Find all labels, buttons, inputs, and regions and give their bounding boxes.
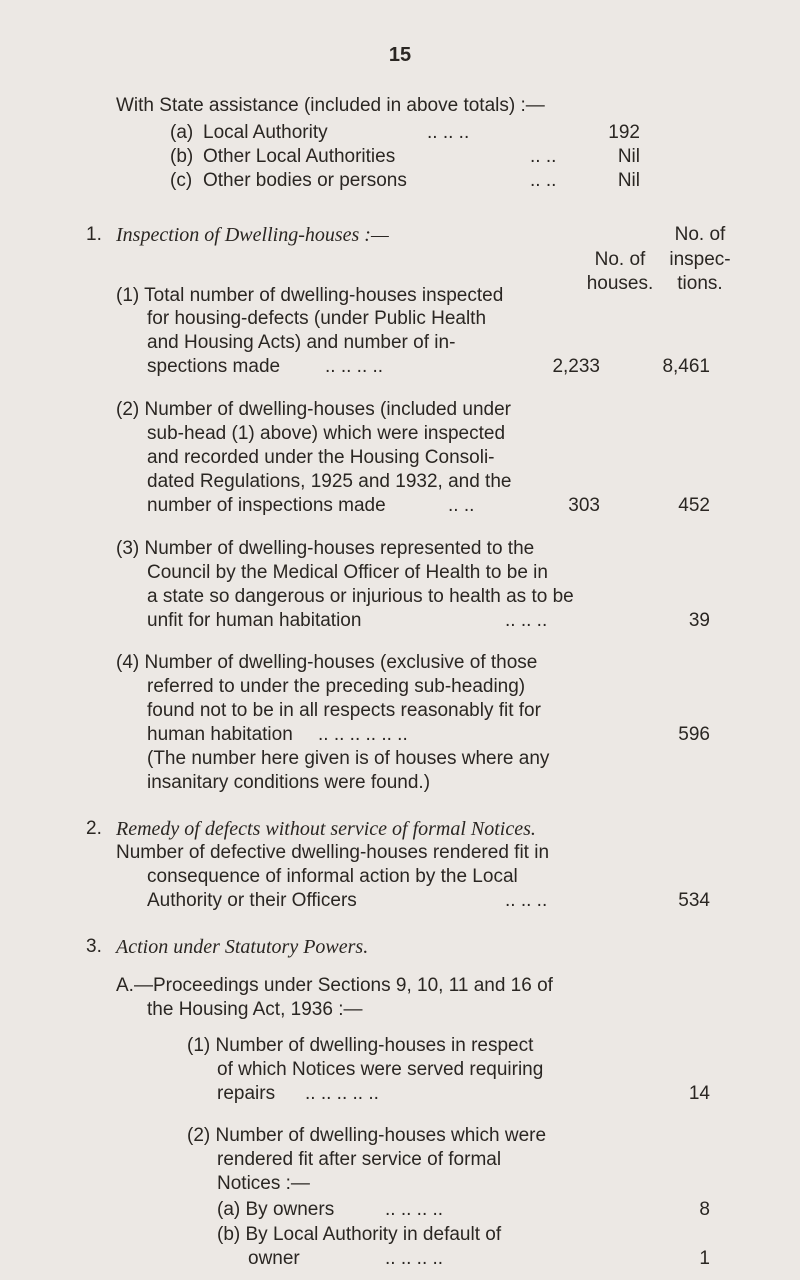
s3-i1-line3: repairs [217,1083,276,1104]
col-houses-line2: houses. [586,273,654,294]
state-row-c-text: Other bodies or persons [203,170,407,191]
s1-i2-dots: .. .. [448,495,475,516]
state-row-a-label: (a) [170,122,194,143]
s3-i2-line1: (2) Number of dwelling-houses which were [187,1125,547,1146]
s1-i2-houses: 303 [568,495,600,516]
state-row-c-dots: .. .. [530,170,557,191]
s1-i3-line4: unfit for human habitation [147,610,362,631]
state-row-c-value: Nil [617,170,640,191]
s1-i2-line1: (2) Number of dwelling-houses (included under [116,399,511,420]
s1-i2-line3: and recorded under the Housing Consoli- [147,447,495,468]
s3-i1-dots: .. .. .. .. .. [305,1083,379,1104]
s1-i4-dots: .. .. .. .. .. .. [318,724,408,745]
s1-i4-line6: insanitary conditions were found.) [147,772,431,793]
s1-i3-value: 39 [688,610,710,631]
state-row-a-value: 192 [608,122,640,143]
s1-i3-line3: a state so dangerous or injurious to health as to be [147,586,574,607]
s1-i1-houses: 2,233 [552,356,600,377]
section-2-title: Remedy of defects without service of formal Notices. [116,818,536,840]
s1-i3-line2: Council by the Medical Officer of Health to be in [147,562,548,583]
s3-ia-value: 8 [699,1199,710,1220]
section-1-title: Inspection of Dwelling-houses :— [116,224,389,246]
section-2-number: 2. [86,818,102,839]
col-insp-line2: inspec- [669,249,731,270]
page-number: 15 [388,44,412,66]
s1-i1-line2: for housing-defects (under Public Health [147,308,487,329]
state-row-c-label: (c) [170,170,193,191]
s2-dots: .. .. .. [505,890,548,911]
s1-i4-line3: found not to be in all respects reasonably fit for [147,700,541,721]
s1-i4-line5: (The number here given is of houses where any [147,748,550,769]
s1-i2-line2: sub-head (1) above) which were inspected [147,423,506,444]
s2-line2: consequence of informal action by the Local [147,866,518,887]
s3-a-line2: the Housing Act, 1936 :— [147,999,363,1020]
s1-i4-line4: human habitation [147,724,293,745]
s1-i3-dots: .. .. .. [505,610,548,631]
state-row-a-dots: .. .. .. [427,122,470,143]
section-3-title: Action under Statutory Powers. [116,936,369,958]
s1-i1-line3: and Housing Acts) and number of in- [147,332,456,353]
s2-value: 534 [678,890,710,911]
s3-i1-line1: (1) Number of dwelling-houses in respect [187,1035,534,1056]
s1-i3-line1: (3) Number of dwelling-houses represented to the [116,538,535,559]
section-1-number: 1. [86,224,102,245]
s3-a-line1: A.—Proceedings under Sections 9, 10, 11 and 16 of [116,975,553,996]
state-row-b-label: (b) [170,146,194,167]
s3-ib-line2: owner [248,1248,300,1269]
s3-i1-value: 14 [688,1083,710,1104]
s3-ia-dots: .. .. .. .. [385,1199,444,1220]
state-row-b-dots: .. .. [530,146,557,167]
s1-i4-value: 596 [678,724,710,745]
state-assistance-heading: With State assistance (included in above totals) :— [116,95,545,116]
col-houses-line1: No. of [594,249,646,270]
s1-i1-inspections: 8,461 [662,356,710,377]
s1-i1-dots: .. .. .. .. [325,356,384,377]
state-row-b-value: Nil [617,146,640,167]
s3-ib-value: 1 [699,1248,710,1269]
s1-i2-inspections: 452 [678,495,710,516]
s1-i4-line1: (4) Number of dwelling-houses (exclusive of those [116,652,538,673]
s3-i2-line2: rendered fit after service of formal [217,1149,502,1170]
s3-ia-text: (a) By owners [217,1199,335,1220]
s1-i1-line4: spections made [147,356,281,377]
s2-line3: Authority or their Officers [147,890,357,911]
state-row-a-text: Local Authority [203,122,328,143]
s3-i1-line2: of which Notices were served requiring [217,1059,544,1080]
s3-ib-line1: (b) By Local Authority in default of [217,1224,502,1245]
s1-i2-line5: number of inspections made [147,495,386,516]
col-insp-line1: No. of [674,224,726,245]
s1-i2-line4: dated Regulations, 1925 and 1932, and the [147,471,512,492]
section-3-number: 3. [86,936,102,957]
s3-ib-dots: .. .. .. .. [385,1248,444,1269]
s3-i2-line3: Notices :— [217,1173,310,1194]
s1-i4-line2: referred to under the preceding sub-heading) [147,676,526,697]
s1-i1-line1: (1) Total number of dwelling-houses inspected [116,285,504,306]
col-insp-line3: tions. [677,273,723,294]
state-row-b-text: Other Local Authorities [203,146,396,167]
s2-line1: Number of defective dwelling-houses rendered fit in [116,842,550,863]
